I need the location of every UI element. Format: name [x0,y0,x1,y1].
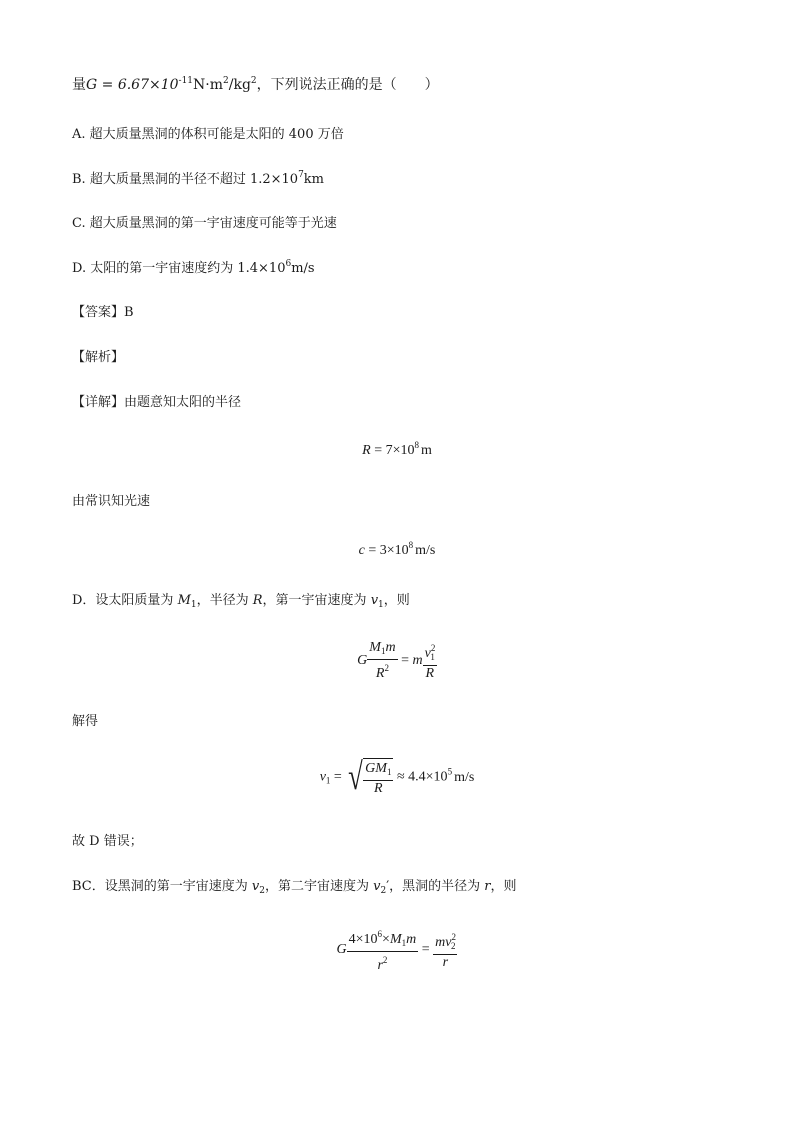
eq3-den-exp: 2 [384,663,389,673]
analysis-heading: 【解析】 [72,350,125,365]
eq5-num-exp: 6 [377,929,383,939]
equation-sun-radius [0,440,794,459]
option-d-exponent: 6 [285,259,292,269]
eq3-rhs-fraction [423,640,437,682]
eq5-num-times: × [382,932,390,947]
light-speed-text: 由常识知光速 [72,494,151,509]
option-b-text: B. 超大质量黑洞的半径不超过 1.2×10 [72,172,299,187]
equation-gravitation-sun [0,640,794,682]
eq3-G: G [357,653,368,669]
equation-gravitation-blackhole [0,926,794,974]
eq5-rhs-den: r [442,955,449,970]
bc-text-4: ，则 [490,879,517,894]
constant-units: N·m [193,77,224,93]
eq3-num-sub: 1 [380,646,386,656]
eq3-num-M: M [369,640,381,655]
bc-v2-sub: 2 [259,886,265,896]
option-c: C. 超大质量黑洞的第一宇宙速度可能等于光速 [72,216,337,231]
eq5-M-sub: 1 [401,938,407,948]
bc-text-2: ，第二宇宙速度为 [264,879,374,894]
eq3-m: m [412,653,423,669]
eq4-exponent: 5 [447,766,453,777]
eq3-rhs-den: R [425,666,434,681]
units-kg: /kg [228,77,251,93]
eq5-rhs-sub: 2 [450,941,456,951]
d-text-1: D．设太阳质量为 [72,593,178,608]
eq2-lhs: c [358,543,365,558]
bc-analysis [72,875,517,896]
eq3-num-m: m [385,640,396,655]
units-exponent-2: 2 [250,76,257,86]
d-velocity-sub: 1 [378,600,384,610]
eq3-rhs-v: v [424,646,431,661]
d-radius-symbol: R [252,593,263,608]
eq4-sqrt [345,758,393,797]
eq2-exponent: 8 [408,540,414,550]
eq5-lhs-fraction [347,926,419,974]
d-mass-symbol: M [177,593,191,608]
eq5-G: G [336,942,347,958]
sqrt-icon: √ [348,756,364,798]
eq5-den-exp: 2 [382,955,388,965]
eq2-unit: m/s [415,543,436,558]
eq3-equals: = [397,653,413,669]
constant-formula: G = 6.67×10 [86,77,179,93]
eq4-den: R [374,781,383,796]
bc-r: r [484,879,491,894]
eq3-lhs-fraction [367,640,397,682]
detail-intro: 【详解】由题意知太阳的半径 [72,395,242,410]
units-exponent-1: 2 [223,76,229,86]
eq4-fraction [363,761,393,797]
eq4-M: M [375,761,387,776]
eq5-rhs-fraction [433,929,457,971]
eq4-G: G [365,761,376,776]
bc-v2p-prime: ′ [386,879,390,894]
option-d-text: D. 太阳的第一宇宙速度约为 1.4×10 [72,261,286,276]
option-b-unit: km [303,172,325,187]
question-prefix: 量 [72,77,86,93]
bc-v2p-sub: 2 [380,886,387,896]
d-mass-sub: 1 [190,600,197,610]
eq3-den: R [375,666,385,681]
eq5-rhs-mv: mv [435,935,452,950]
bc-text-3: ，黑洞的半径为 [389,879,485,894]
bc-text-1: BC．设黑洞的第一宇宙速度为 [72,879,252,894]
constant-exponent: -11 [178,76,194,86]
eq4-equals: = [330,769,346,785]
eq5-m: m [406,932,417,947]
eq5-num: 4×10 [348,932,378,947]
eq4-v-sub: 1 [325,775,331,786]
eq4-M-sub: 1 [386,767,392,777]
option-b-exponent: 7 [298,170,304,180]
eq2-rhs: = 3×10 [364,543,409,558]
option-d-unit: m/s [291,261,315,276]
d-text-3: ，第一宇宙速度为 [262,593,371,608]
option-a: A. 超大质量黑洞的体积可能是太阳的 400 万倍 [72,127,344,142]
eq1-unit: m [420,443,432,458]
option-b [72,168,324,187]
d-text-2: ，半径为 [196,593,253,608]
eq5-den: r [377,958,383,973]
eq1-lhs: R [362,443,371,458]
d-analysis [72,589,410,610]
solve-text: 解得 [72,714,99,729]
d-velocity-symbol: v [370,593,379,608]
eq4-unit: m/s [454,769,475,785]
eq5-rhs-sup: 2 [451,932,456,942]
bc-v2: v [251,879,260,894]
answer: 【答案】B [72,305,134,320]
option-d [72,257,315,276]
eq5-M: M [389,932,402,947]
eq1-exponent: 8 [414,440,419,450]
equation-first-cosmic-velocity [0,758,794,797]
question-suffix: ，下列说法正确的是（ ） [256,77,439,93]
question-stem [72,74,439,94]
eq3-rhs-sub: 1 [430,652,435,662]
eq3-rhs-sup: 2 [430,643,436,653]
d-conclusion: 故 D 错误； [72,834,143,849]
eq4-v: v [319,769,326,785]
equation-light-speed [0,540,794,559]
bc-v2p: v [373,879,381,894]
eq5-equals: = [418,942,434,958]
eq1-rhs: = 7×10 [370,443,415,458]
d-text-4: ，则 [383,593,410,608]
eq4-approx: ≈ 4.4×10 [393,769,448,785]
